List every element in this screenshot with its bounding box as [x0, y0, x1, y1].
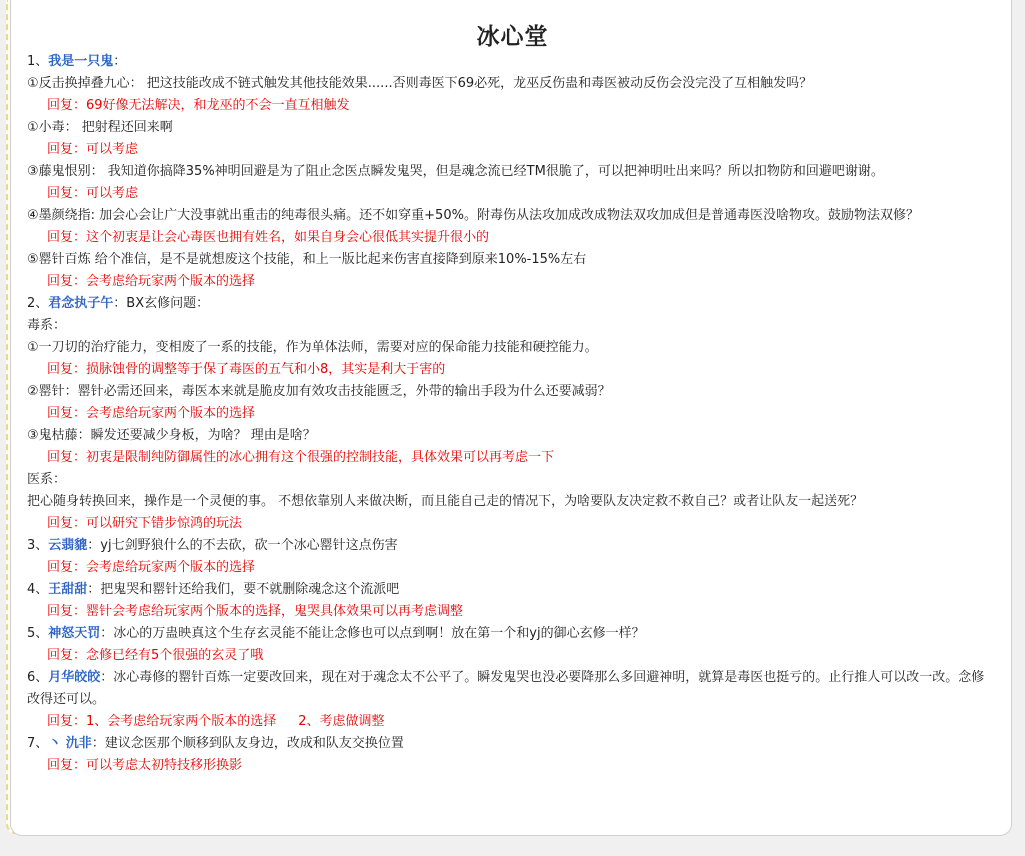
- section-header: 4、王甜甜：把鬼哭和罂针还给我们，要不就删除魂念这个流派吧: [27, 582, 400, 597]
- user-name: 君念执子午: [48, 296, 114, 311]
- reply-text: 回复：会考虑给玩家两个版本的选择: [47, 274, 256, 289]
- section-header: 5、神怒天罚：冰心的万蛊映真这个生存玄灵能不能让念修也可以点到啊！放在第一个和yj的御心玄修一样？: [27, 626, 645, 641]
- user-name: 神怒天罚: [48, 626, 101, 641]
- feedback-item: ①反击换掉叠九心： 把这技能改成不链式触发其他技能效果......否则毒医下69必死，龙巫反伤蛊和毒医被动反伤会没完没了互相触发吗？: [27, 76, 813, 91]
- section-header: 3、云翡貔：yj七剑野狼什么的不去砍，砍一个冰心罂针这点伤害: [27, 538, 398, 553]
- feedback-item: ③鬼枯藤：瞬发还要减少身板，为啥？ 理由是啥？: [27, 428, 316, 443]
- feedback-item: 把心随身转换回来，操作是一个灵便的事。 不想依靠别人来做决断，而且能自己走的情况下，为啥要队友决定救不救自己？或者让队友一起送死？: [27, 494, 864, 509]
- feedback-item: ②罂针：罂针必需还回来，毒医本来就是脆皮加有效攻击技能匮乏，外带的输出手段为什么还要减弱？: [27, 384, 611, 399]
- feedback-item: ①小毒： 把射程还回来啊: [27, 120, 173, 135]
- user-name: 月华皎皎: [48, 670, 101, 685]
- user-name: 我是一只鬼: [48, 54, 114, 69]
- reply-text: 回复：会考虑给玩家两个版本的选择: [47, 560, 256, 575]
- reply-text: 回复：罂针会考虑给玩家两个版本的选择，鬼哭具体效果可以再考虑调整: [47, 604, 464, 619]
- feedback-item: ③藤鬼恨别： 我知道你搞降35%神明回避是为了阻止念医点瞬发鬼哭，但是魂念流已经TM很脆了，可以把神明吐出来吗？所以扣物防和回避吧谢谢。: [27, 164, 884, 179]
- reply-text: 回复：可以考虑: [47, 186, 139, 201]
- subsection-heading: 毒系：: [27, 318, 67, 333]
- user-name: 丶 氿非: [48, 736, 92, 751]
- user-name: 王甜甜: [48, 582, 88, 597]
- feedback-item: ①一刀切的治疗能力，变相废了一系的技能，作为单体法师，需要对应的保命能力技能和硬控能力。: [27, 340, 598, 355]
- feedback-list: [27, 51, 997, 777]
- reply-text: 回复：这个初衷是让会心毒医也拥有姓名，如果自身会心很低其实提升很小的: [47, 230, 490, 245]
- section-header: 1、我是一只鬼：: [27, 54, 127, 69]
- feedback-item: ④墨颜绕指: 加会心会让广大没事就出重击的纯毒很头痛。还不如穿重+50%。附毒伤从法攻加成改成物法双攻加成但是普通毒医没啥物攻。鼓励物法双修？: [27, 208, 919, 223]
- section-header: 6、月华皎皎：冰心毒修的罂针百炼一定要改回来，现在对于魂念太不公平了。瞬发鬼哭也没必要降那么多回避神明，就算是毒医也挺亏的。止行推人可以改一改。念修改得还可以。: [27, 670, 985, 707]
- section-header: 7、丶 氿非：建议念医那个顺移到队友身边，改成和队友交换位置: [27, 736, 404, 751]
- user-name: 云翡貔: [48, 538, 88, 553]
- section-header: 2、君念执子午：BX玄修问题：: [27, 296, 210, 311]
- reply-text: 回复：69好像无法解决，和龙巫的不会一直互相触发: [47, 98, 350, 113]
- reply-text: 回复：可以考虑: [47, 142, 139, 157]
- reply-text: 回复：1、会考虑给玩家两个版本的选择 2、考虑做调整: [47, 714, 385, 729]
- subsection-heading: 医系：: [27, 472, 67, 487]
- reply-text: 回复：会考虑给玩家两个版本的选择: [47, 406, 256, 421]
- reply-text: 回复：可以考虑太初特技移形换影: [47, 758, 243, 773]
- reply-text: 回复：损脉蚀骨的调整等于保了毒医的五气和小8，其实是利大于害的: [47, 362, 446, 377]
- page-title: 冰心堂: [476, 24, 549, 50]
- reply-text: 回复：可以研究下错步惊鸿的玩法: [47, 516, 243, 531]
- reply-text: 回复：念修已经有5个很强的玄灵了哦: [47, 648, 264, 663]
- reply-text: 回复：初衷是限制纯防御属性的冰心拥有这个很强的控制技能，具体效果可以再考虑一下: [47, 450, 555, 465]
- feedback-item: ⑤罂针百炼 给个准信，是不是就想废这个技能，和上一版比起来伤害直接降到原来10%-15%左右: [27, 252, 587, 267]
